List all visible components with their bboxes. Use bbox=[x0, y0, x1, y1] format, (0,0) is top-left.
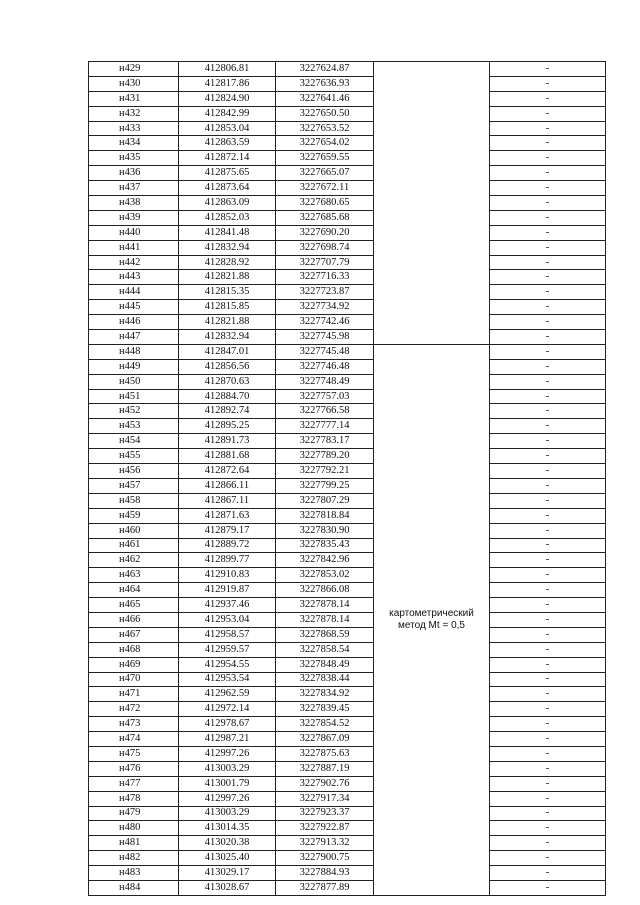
point-id-cell: н430 bbox=[89, 76, 179, 91]
table-row bbox=[89, 717, 606, 732]
x-coordinate-cell: 412937.46 bbox=[179, 598, 276, 613]
y-coordinate-cell: 3227792.21 bbox=[276, 464, 374, 479]
point-id-cell: н481 bbox=[89, 836, 179, 851]
y-coordinate-cell: 3227624.87 bbox=[276, 62, 374, 77]
y-coordinate-cell: 3227777.14 bbox=[276, 419, 374, 434]
dash-cell: - bbox=[490, 880, 606, 895]
point-id-cell: н473 bbox=[89, 717, 179, 732]
y-coordinate-cell: 3227853.02 bbox=[276, 568, 374, 583]
point-id-cell: н438 bbox=[89, 196, 179, 211]
x-coordinate-cell: 412853.04 bbox=[179, 121, 276, 136]
table-row bbox=[89, 434, 606, 449]
point-id-cell: н472 bbox=[89, 702, 179, 717]
y-coordinate-cell: 3227690.20 bbox=[276, 225, 374, 240]
dash-cell: - bbox=[490, 106, 606, 121]
table-row bbox=[89, 657, 606, 672]
dash-cell: - bbox=[490, 523, 606, 538]
point-id-cell: н457 bbox=[89, 478, 179, 493]
x-coordinate-cell: 412889.72 bbox=[179, 538, 276, 553]
y-coordinate-cell: 3227887.19 bbox=[276, 761, 374, 776]
table-row bbox=[89, 851, 606, 866]
coordinate-table bbox=[88, 61, 606, 896]
dash-cell: - bbox=[490, 866, 606, 881]
point-id-cell: н475 bbox=[89, 746, 179, 761]
point-id-cell: н469 bbox=[89, 657, 179, 672]
y-coordinate-cell: 3227685.68 bbox=[276, 210, 374, 225]
point-id-cell: н466 bbox=[89, 612, 179, 627]
table-row bbox=[89, 866, 606, 881]
table-row bbox=[89, 315, 606, 330]
x-coordinate-cell: 413014.35 bbox=[179, 821, 276, 836]
table-row bbox=[89, 702, 606, 717]
method-name-text: картометрический bbox=[389, 607, 474, 619]
x-coordinate-cell: 412871.63 bbox=[179, 508, 276, 523]
x-coordinate-cell: 412884.70 bbox=[179, 389, 276, 404]
point-id-cell: н462 bbox=[89, 553, 179, 568]
x-coordinate-cell: 413001.79 bbox=[179, 776, 276, 791]
dash-cell: - bbox=[490, 389, 606, 404]
x-coordinate-cell: 412953.54 bbox=[179, 672, 276, 687]
x-coordinate-cell: 412879.17 bbox=[179, 523, 276, 538]
point-id-cell: н458 bbox=[89, 493, 179, 508]
dash-cell: - bbox=[490, 76, 606, 91]
point-id-cell: н447 bbox=[89, 330, 179, 345]
point-id-cell: н448 bbox=[89, 344, 179, 359]
x-coordinate-cell: 412910.83 bbox=[179, 568, 276, 583]
x-coordinate-cell: 412892.74 bbox=[179, 404, 276, 419]
point-id-cell: н453 bbox=[89, 419, 179, 434]
method-accuracy-text: метод Mt = 0,5 bbox=[398, 619, 465, 631]
y-coordinate-cell: 3227672.11 bbox=[276, 181, 374, 196]
point-id-cell: н450 bbox=[89, 374, 179, 389]
y-coordinate-cell: 3227917.34 bbox=[276, 791, 374, 806]
dash-cell: - bbox=[490, 270, 606, 285]
x-coordinate-cell: 412872.14 bbox=[179, 151, 276, 166]
table-row bbox=[89, 478, 606, 493]
table-row bbox=[89, 776, 606, 791]
y-coordinate-cell: 3227848.49 bbox=[276, 657, 374, 672]
table-row bbox=[89, 374, 606, 389]
x-coordinate-cell: 412962.59 bbox=[179, 687, 276, 702]
table-row bbox=[89, 76, 606, 91]
dash-cell: - bbox=[490, 196, 606, 211]
table-row bbox=[89, 746, 606, 761]
y-coordinate-cell: 3227839.45 bbox=[276, 702, 374, 717]
x-coordinate-cell: 412828.92 bbox=[179, 255, 276, 270]
table-row bbox=[89, 330, 606, 345]
point-id-cell: н443 bbox=[89, 270, 179, 285]
point-id-cell: н451 bbox=[89, 389, 179, 404]
dash-cell: - bbox=[490, 374, 606, 389]
x-coordinate-cell: 413029.17 bbox=[179, 866, 276, 881]
point-id-cell: н461 bbox=[89, 538, 179, 553]
x-coordinate-cell: 413025.40 bbox=[179, 851, 276, 866]
dash-cell: - bbox=[490, 166, 606, 181]
y-coordinate-cell: 3227766.58 bbox=[276, 404, 374, 419]
dash-cell: - bbox=[490, 121, 606, 136]
y-coordinate-cell: 3227923.37 bbox=[276, 806, 374, 821]
table-row bbox=[89, 493, 606, 508]
y-coordinate-cell: 3227698.74 bbox=[276, 240, 374, 255]
table-row bbox=[89, 449, 606, 464]
dash-cell: - bbox=[490, 612, 606, 627]
table-row bbox=[89, 270, 606, 285]
x-coordinate-cell: 412806.81 bbox=[179, 62, 276, 77]
y-coordinate-cell: 3227659.55 bbox=[276, 151, 374, 166]
dash-cell: - bbox=[490, 657, 606, 672]
table-row bbox=[89, 836, 606, 851]
dash-cell: - bbox=[490, 702, 606, 717]
table-row bbox=[89, 389, 606, 404]
x-coordinate-cell: 412867.11 bbox=[179, 493, 276, 508]
y-coordinate-cell: 3227902.76 bbox=[276, 776, 374, 791]
table-row bbox=[89, 181, 606, 196]
point-id-cell: н463 bbox=[89, 568, 179, 583]
x-coordinate-cell: 412821.88 bbox=[179, 270, 276, 285]
dash-cell: - bbox=[490, 300, 606, 315]
y-coordinate-cell: 3227835.43 bbox=[276, 538, 374, 553]
dash-cell: - bbox=[490, 404, 606, 419]
y-coordinate-cell: 3227665.07 bbox=[276, 166, 374, 181]
dash-cell: - bbox=[490, 181, 606, 196]
point-id-cell: н439 bbox=[89, 210, 179, 225]
point-id-cell: н445 bbox=[89, 300, 179, 315]
dash-cell: - bbox=[490, 687, 606, 702]
y-coordinate-cell: 3227789.20 bbox=[276, 449, 374, 464]
table-row bbox=[89, 612, 606, 627]
dash-cell: - bbox=[490, 553, 606, 568]
coordinate-table-body bbox=[89, 62, 606, 896]
dash-cell: - bbox=[490, 91, 606, 106]
x-coordinate-cell: 412856.56 bbox=[179, 359, 276, 374]
x-coordinate-cell: 412919.87 bbox=[179, 583, 276, 598]
y-coordinate-cell: 3227723.87 bbox=[276, 285, 374, 300]
y-coordinate-cell: 3227838.44 bbox=[276, 672, 374, 687]
method-cell bbox=[374, 344, 490, 895]
point-id-cell: н474 bbox=[89, 732, 179, 747]
table-row bbox=[89, 880, 606, 895]
table-row bbox=[89, 672, 606, 687]
point-id-cell: н456 bbox=[89, 464, 179, 479]
x-coordinate-cell: 412997.26 bbox=[179, 791, 276, 806]
point-id-cell: н460 bbox=[89, 523, 179, 538]
x-coordinate-cell: 413003.29 bbox=[179, 761, 276, 776]
x-coordinate-cell: 412817.86 bbox=[179, 76, 276, 91]
coordinate-table-page bbox=[88, 61, 605, 896]
table-row bbox=[89, 240, 606, 255]
y-coordinate-cell: 3227641.46 bbox=[276, 91, 374, 106]
x-coordinate-cell: 412954.55 bbox=[179, 657, 276, 672]
point-id-cell: н467 bbox=[89, 627, 179, 642]
dash-cell: - bbox=[490, 538, 606, 553]
y-coordinate-cell: 3227680.65 bbox=[276, 196, 374, 211]
table-row bbox=[89, 300, 606, 315]
y-coordinate-cell: 3227742.46 bbox=[276, 315, 374, 330]
point-id-cell: н465 bbox=[89, 598, 179, 613]
point-id-cell: н429 bbox=[89, 62, 179, 77]
table-row bbox=[89, 166, 606, 181]
y-coordinate-cell: 3227653.52 bbox=[276, 121, 374, 136]
table-row bbox=[89, 344, 606, 359]
y-coordinate-cell: 3227734.92 bbox=[276, 300, 374, 315]
dash-cell: - bbox=[490, 732, 606, 747]
dash-cell: - bbox=[490, 419, 606, 434]
table-row bbox=[89, 225, 606, 240]
table-row bbox=[89, 255, 606, 270]
table-row bbox=[89, 285, 606, 300]
dash-cell: - bbox=[490, 464, 606, 479]
y-coordinate-cell: 3227716.33 bbox=[276, 270, 374, 285]
y-coordinate-cell: 3227842.96 bbox=[276, 553, 374, 568]
point-id-cell: н437 bbox=[89, 181, 179, 196]
dash-cell: - bbox=[490, 151, 606, 166]
x-coordinate-cell: 412832.94 bbox=[179, 240, 276, 255]
point-id-cell: н452 bbox=[89, 404, 179, 419]
point-id-cell: н435 bbox=[89, 151, 179, 166]
point-id-cell: н483 bbox=[89, 866, 179, 881]
y-coordinate-cell: 3227878.14 bbox=[276, 612, 374, 627]
x-coordinate-cell: 412863.09 bbox=[179, 196, 276, 211]
y-coordinate-cell: 3227818.84 bbox=[276, 508, 374, 523]
dash-cell: - bbox=[490, 285, 606, 300]
dash-cell: - bbox=[490, 330, 606, 345]
x-coordinate-cell: 412852.03 bbox=[179, 210, 276, 225]
point-id-cell: н434 bbox=[89, 136, 179, 151]
table-row bbox=[89, 538, 606, 553]
table-row bbox=[89, 121, 606, 136]
x-coordinate-cell: 412872.64 bbox=[179, 464, 276, 479]
dash-cell: - bbox=[490, 851, 606, 866]
x-coordinate-cell: 412959.57 bbox=[179, 642, 276, 657]
x-coordinate-cell: 412972.14 bbox=[179, 702, 276, 717]
y-coordinate-cell: 3227757.03 bbox=[276, 389, 374, 404]
table-row bbox=[89, 583, 606, 598]
y-coordinate-cell: 3227866.08 bbox=[276, 583, 374, 598]
y-coordinate-cell: 3227707.79 bbox=[276, 255, 374, 270]
table-row bbox=[89, 196, 606, 211]
table-row bbox=[89, 464, 606, 479]
y-coordinate-cell: 3227650.50 bbox=[276, 106, 374, 121]
x-coordinate-cell: 412841.48 bbox=[179, 225, 276, 240]
dash-cell: - bbox=[490, 746, 606, 761]
y-coordinate-cell: 3227913.32 bbox=[276, 836, 374, 851]
table-row bbox=[89, 151, 606, 166]
y-coordinate-cell: 3227854.52 bbox=[276, 717, 374, 732]
y-coordinate-cell: 3227783.17 bbox=[276, 434, 374, 449]
table-row bbox=[89, 106, 606, 121]
table-row bbox=[89, 508, 606, 523]
dash-cell: - bbox=[490, 478, 606, 493]
y-coordinate-cell: 3227878.14 bbox=[276, 598, 374, 613]
y-coordinate-cell: 3227654.02 bbox=[276, 136, 374, 151]
point-id-cell: н441 bbox=[89, 240, 179, 255]
y-coordinate-cell: 3227799.25 bbox=[276, 478, 374, 493]
dash-cell: - bbox=[490, 493, 606, 508]
x-coordinate-cell: 413028.67 bbox=[179, 880, 276, 895]
x-coordinate-cell: 412824.90 bbox=[179, 91, 276, 106]
dash-cell: - bbox=[490, 583, 606, 598]
dash-cell: - bbox=[490, 672, 606, 687]
point-id-cell: н478 bbox=[89, 791, 179, 806]
dash-cell: - bbox=[490, 598, 606, 613]
table-row bbox=[89, 627, 606, 642]
y-coordinate-cell: 3227807.29 bbox=[276, 493, 374, 508]
x-coordinate-cell: 412895.25 bbox=[179, 419, 276, 434]
dash-cell: - bbox=[490, 791, 606, 806]
dash-cell: - bbox=[490, 210, 606, 225]
x-coordinate-cell: 412863.59 bbox=[179, 136, 276, 151]
table-row bbox=[89, 732, 606, 747]
x-coordinate-cell: 412978.67 bbox=[179, 717, 276, 732]
dash-cell: - bbox=[490, 449, 606, 464]
table-row bbox=[89, 598, 606, 613]
dash-cell: - bbox=[490, 255, 606, 270]
y-coordinate-cell: 3227858.54 bbox=[276, 642, 374, 657]
y-coordinate-cell: 3227830.90 bbox=[276, 523, 374, 538]
y-coordinate-cell: 3227877.89 bbox=[276, 880, 374, 895]
x-coordinate-cell: 412987.21 bbox=[179, 732, 276, 747]
y-coordinate-cell: 3227900.75 bbox=[276, 851, 374, 866]
point-id-cell: н442 bbox=[89, 255, 179, 270]
table-row bbox=[89, 568, 606, 583]
point-id-cell: н477 bbox=[89, 776, 179, 791]
y-coordinate-cell: 3227834.92 bbox=[276, 687, 374, 702]
dash-cell: - bbox=[490, 225, 606, 240]
dash-cell: - bbox=[490, 776, 606, 791]
point-id-cell: н459 bbox=[89, 508, 179, 523]
dash-cell: - bbox=[490, 761, 606, 776]
table-row bbox=[89, 553, 606, 568]
point-id-cell: н480 bbox=[89, 821, 179, 836]
dash-cell: - bbox=[490, 136, 606, 151]
point-id-cell: н454 bbox=[89, 434, 179, 449]
point-id-cell: н440 bbox=[89, 225, 179, 240]
table-row bbox=[89, 523, 606, 538]
y-coordinate-cell: 3227922.87 bbox=[276, 821, 374, 836]
x-coordinate-cell: 412847.01 bbox=[179, 344, 276, 359]
point-id-cell: н455 bbox=[89, 449, 179, 464]
point-id-cell: н431 bbox=[89, 91, 179, 106]
table-row bbox=[89, 359, 606, 374]
x-coordinate-cell: 412899.77 bbox=[179, 553, 276, 568]
x-coordinate-cell: 412875.65 bbox=[179, 166, 276, 181]
x-coordinate-cell: 412958.57 bbox=[179, 627, 276, 642]
x-coordinate-cell: 412832.94 bbox=[179, 330, 276, 345]
table-row bbox=[89, 791, 606, 806]
y-coordinate-cell: 3227636.93 bbox=[276, 76, 374, 91]
y-coordinate-cell: 3227745.48 bbox=[276, 344, 374, 359]
dash-cell: - bbox=[490, 315, 606, 330]
dash-cell: - bbox=[490, 836, 606, 851]
dash-cell: - bbox=[490, 627, 606, 642]
dash-cell: - bbox=[490, 240, 606, 255]
table-row bbox=[89, 404, 606, 419]
y-coordinate-cell: 3227868.59 bbox=[276, 627, 374, 642]
x-coordinate-cell: 412873.64 bbox=[179, 181, 276, 196]
x-coordinate-cell: 412891.73 bbox=[179, 434, 276, 449]
x-coordinate-cell: 412815.85 bbox=[179, 300, 276, 315]
x-coordinate-cell: 412842.99 bbox=[179, 106, 276, 121]
dash-cell: - bbox=[490, 806, 606, 821]
method-cell-upper bbox=[374, 62, 490, 345]
table-row bbox=[89, 687, 606, 702]
dash-cell: - bbox=[490, 821, 606, 836]
point-id-cell: н432 bbox=[89, 106, 179, 121]
point-id-cell: н449 bbox=[89, 359, 179, 374]
table-row bbox=[89, 821, 606, 836]
point-id-cell: н433 bbox=[89, 121, 179, 136]
point-id-cell: н446 bbox=[89, 315, 179, 330]
x-coordinate-cell: 412821.88 bbox=[179, 315, 276, 330]
dash-cell: - bbox=[490, 62, 606, 77]
y-coordinate-cell: 3227745.98 bbox=[276, 330, 374, 345]
x-coordinate-cell: 413003.29 bbox=[179, 806, 276, 821]
dash-cell: - bbox=[490, 568, 606, 583]
y-coordinate-cell: 3227884.93 bbox=[276, 866, 374, 881]
y-coordinate-cell: 3227875.63 bbox=[276, 746, 374, 761]
x-coordinate-cell: 412997.26 bbox=[179, 746, 276, 761]
point-id-cell: н468 bbox=[89, 642, 179, 657]
point-id-cell: н464 bbox=[89, 583, 179, 598]
table-row bbox=[89, 62, 606, 77]
table-row bbox=[89, 91, 606, 106]
point-id-cell: н470 bbox=[89, 672, 179, 687]
dash-cell: - bbox=[490, 359, 606, 374]
y-coordinate-cell: 3227867.09 bbox=[276, 732, 374, 747]
x-coordinate-cell: 412870.63 bbox=[179, 374, 276, 389]
y-coordinate-cell: 3227746.48 bbox=[276, 359, 374, 374]
point-id-cell: н482 bbox=[89, 851, 179, 866]
point-id-cell: н444 bbox=[89, 285, 179, 300]
dash-cell: - bbox=[490, 344, 606, 359]
table-row bbox=[89, 806, 606, 821]
point-id-cell: н476 bbox=[89, 761, 179, 776]
x-coordinate-cell: 412815.35 bbox=[179, 285, 276, 300]
x-coordinate-cell: 412881.68 bbox=[179, 449, 276, 464]
x-coordinate-cell: 412953.04 bbox=[179, 612, 276, 627]
point-id-cell: н471 bbox=[89, 687, 179, 702]
x-coordinate-cell: 412866.11 bbox=[179, 478, 276, 493]
table-row bbox=[89, 642, 606, 657]
dash-cell: - bbox=[490, 434, 606, 449]
table-row bbox=[89, 419, 606, 434]
table-row bbox=[89, 761, 606, 776]
x-coordinate-cell: 413020.38 bbox=[179, 836, 276, 851]
dash-cell: - bbox=[490, 508, 606, 523]
table-row bbox=[89, 136, 606, 151]
point-id-cell: н436 bbox=[89, 166, 179, 181]
y-coordinate-cell: 3227748.49 bbox=[276, 374, 374, 389]
point-id-cell: н484 bbox=[89, 880, 179, 895]
table-row bbox=[89, 210, 606, 225]
dash-cell: - bbox=[490, 717, 606, 732]
dash-cell: - bbox=[490, 642, 606, 657]
point-id-cell: н479 bbox=[89, 806, 179, 821]
